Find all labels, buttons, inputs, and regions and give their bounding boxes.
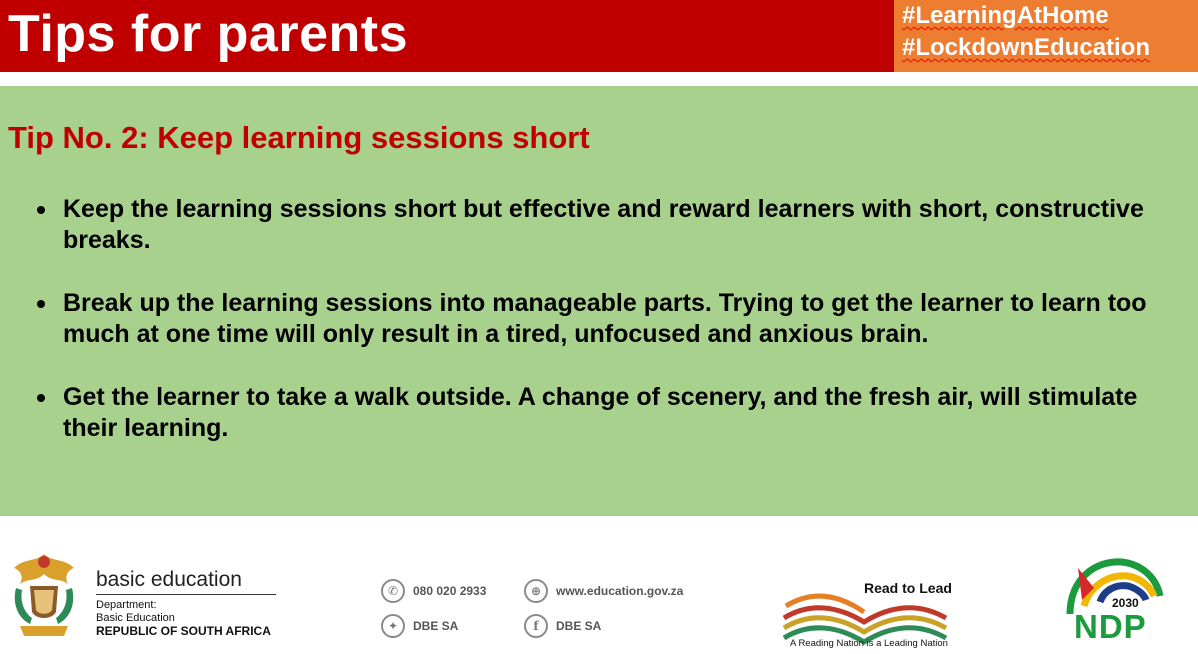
tip-title: Tip No. 2: Keep learning sessions short (8, 120, 590, 155)
page-title: Tips for parents (8, 5, 409, 63)
list-item (36, 194, 1156, 256)
phone-icon: ✆ (381, 579, 405, 603)
website-link[interactable]: www.education.gov.za (556, 584, 684, 598)
facebook-icon: f (524, 614, 548, 638)
ndp-year: 2030 (1112, 596, 1139, 610)
department-name: basic education (96, 568, 242, 591)
coat-of-arms-logo (6, 548, 82, 640)
hashtag-lockdown-education (902, 33, 1150, 63)
contact-twitter[interactable] (381, 614, 458, 638)
twitter-icon: ✦ (381, 614, 405, 638)
ndp-name: NDP (1074, 608, 1147, 645)
phone-number: 080 020 2933 (413, 584, 487, 598)
contact-facebook[interactable] (524, 614, 601, 638)
hashtag-learning-at-home (902, 1, 1109, 31)
facebook-handle[interactable]: DBE SA (556, 619, 602, 633)
bullet-dot (37, 206, 45, 214)
department-country: REPUBLIC OF SOUTH AFRICA (96, 624, 271, 638)
tip-panel (0, 86, 1198, 516)
bullet-text: Break up the learning sessions into manageable parts. Trying to get the learner to learn too much at one time will only result in a tired, unfocused and anxious brain. (63, 289, 1147, 348)
department-line: Basic Education (96, 612, 175, 624)
bullet-text: Keep the learning sessions short but effective and reward learners with short, constructive breaks. (63, 195, 1144, 254)
twitter-handle[interactable]: DBE SA (413, 619, 459, 633)
list-item (36, 288, 1156, 350)
list-item (36, 382, 1156, 444)
contact-website[interactable] (524, 579, 683, 603)
read-to-lead-slogan: A Reading Nation is a Leading Nation (790, 638, 948, 649)
hashtag-text: #LearningAtHome (902, 2, 1109, 29)
contact-phone (381, 579, 486, 603)
department-divider (96, 594, 276, 595)
bullet-text: Get the learner to take a walk outside. A change of scenery, and the fresh air, will stimulate their learning. (63, 383, 1138, 442)
footer (0, 516, 1198, 654)
read-to-lead-title: Read to Lead (864, 580, 952, 596)
globe-icon: ⊕ (524, 579, 548, 603)
department-line: Department: (96, 599, 157, 611)
hashtag-text: #LockdownEducation (902, 34, 1151, 61)
bullet-dot (37, 394, 45, 402)
tip-bullet-list (36, 194, 1156, 476)
header-banner (0, 0, 1198, 72)
bullet-dot (37, 300, 45, 308)
hashtag-box (894, 0, 1198, 72)
